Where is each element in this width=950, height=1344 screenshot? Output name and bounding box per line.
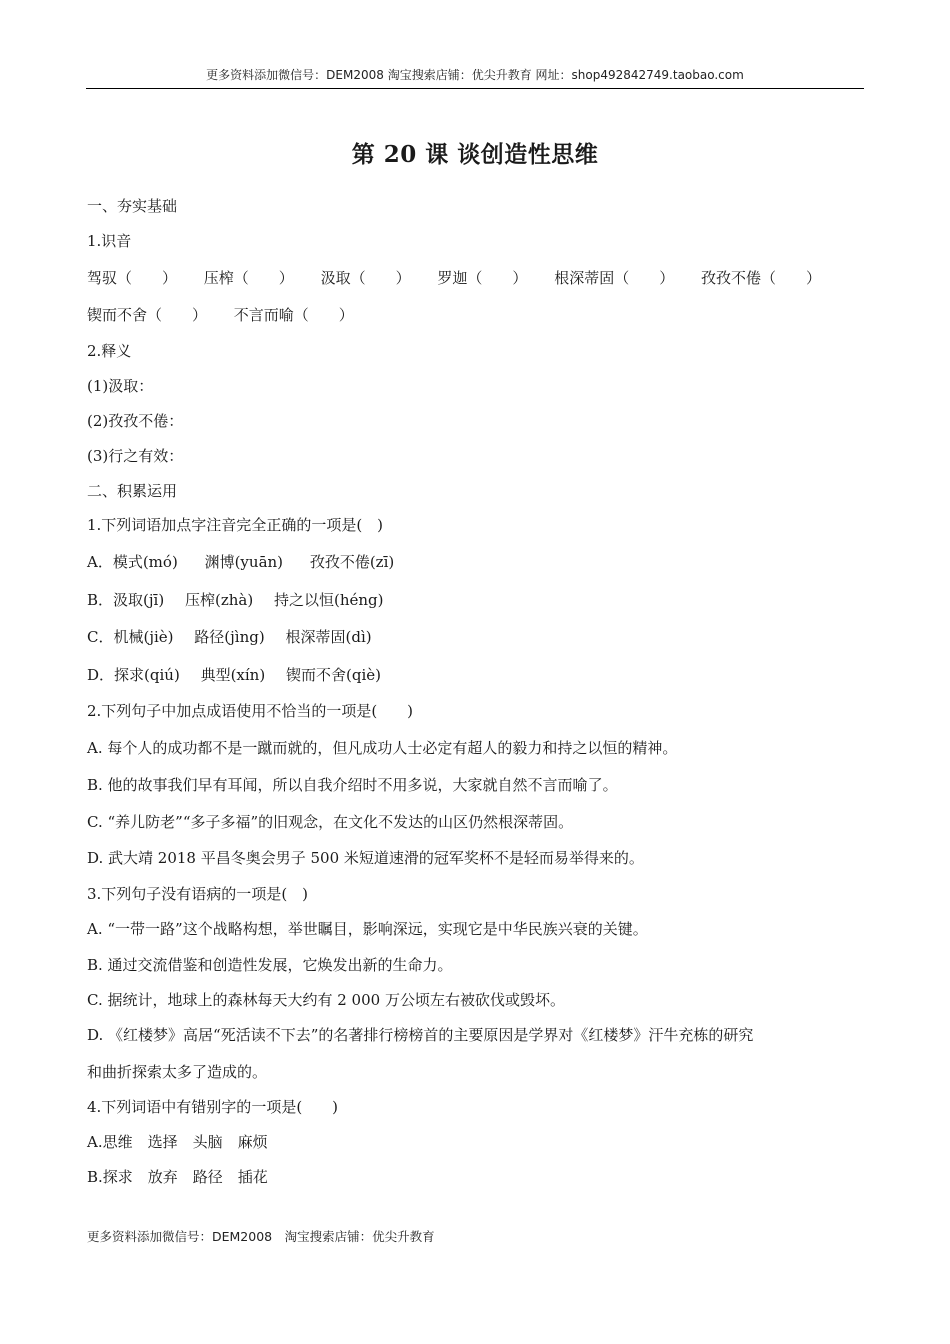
definition-item: (1)汲取： (87, 377, 154, 395)
word-item: 驾驭（ ） (87, 269, 178, 287)
mc2-option-b: B. 他的故事我们早有耳闻，所以自我介绍时不用多说，大家就自然不言而喻了。 (87, 776, 618, 794)
word-item: 汲取（ ） (320, 269, 411, 287)
option-part: D．探求(qiú) (87, 666, 180, 684)
mc3-option-c: C. 据统计，地球上的森林每天大约有 2 000 万公顷左右被砍伐或毁坏。 (87, 991, 565, 1009)
mc1-option-a (87, 551, 394, 573)
option-part: C．机械(jiè) (87, 628, 174, 646)
option-part: 锲而不舍(qiè) (285, 666, 381, 684)
mc3-stem: 3.下列句子没有语病的一项是( ) (87, 885, 309, 903)
option-part: A．模式(mó) (87, 553, 178, 571)
section-heading-2: 二、积累运用 (87, 482, 178, 500)
option-part: 根深蒂固(dì) (285, 628, 372, 646)
mc3-option-d-cont: 和曲折探索太多了造成的。 (87, 1063, 268, 1081)
mc3-option-a: A. “一带一路”这个战略构想，举世瞩目，影响深远，实现它是中华民族兴衰的关键。 (87, 920, 648, 938)
mc3-option-b: B. 通过交流借鉴和创造性发展，它焕发出新的生命力。 (87, 956, 453, 974)
word-item: 锲而不舍（ ） (87, 306, 208, 324)
word-item: 压榨（ ） (203, 269, 294, 287)
page-header: 更多资料添加微信号：DEM2008 淘宝搜索店铺：优尖升教育 网址：shop492842749.taobao.com (86, 66, 864, 89)
option-part: B．汲取(jī) (87, 591, 165, 609)
question-1-title: 1.识音 (87, 232, 132, 250)
mc2-option-d: D. 武大靖 2018 平昌冬奥会男子 500 米短道速滑的冠军奖杯不是轻而易举得来的。 (87, 849, 644, 867)
word-item: 根深蒂固（ ） (554, 269, 675, 287)
option-part: 渊博(yuān) (204, 553, 284, 571)
option-part: 典型(xín) (200, 666, 266, 684)
mc4-option-b: B.探求 放弃 路径 插花 (87, 1168, 268, 1186)
option-part: 路径(jìng) (194, 628, 265, 646)
mc3-option-d: D. 《红楼梦》高居“死活读不下去”的名著排行榜榜首的主要原因是学界对《红楼梦》汗牛充栋的研究 (87, 1026, 754, 1044)
word-item: 不言而喻（ ） (233, 306, 354, 324)
pronunciation-row-2 (87, 304, 354, 326)
pronunciation-row-1 (87, 267, 821, 289)
mc1-option-d (87, 664, 381, 686)
definition-item: (2)孜孜不倦： (87, 412, 184, 430)
mc4-option-a: A.思维 选择 头脑 麻烦 (87, 1133, 268, 1151)
word-item: 孜孜不倦（ ） (700, 269, 821, 287)
mc2-option-c: C. “养儿防老”“多子多福”的旧观念，在文化不发达的山区仍然根深蒂固。 (87, 813, 574, 831)
definition-item: (3)行之有效： (87, 447, 184, 465)
mc2-stem: 2.下列句子中加点成语使用不恰当的一项是( ) (87, 702, 414, 720)
mc1-option-c (87, 626, 372, 648)
page-footer: 更多资料添加微信号：DEM2008 淘宝搜索店铺：优尖升教育 (87, 1229, 435, 1244)
mc2-option-a: A. 每个人的成功都不是一蹴而就的，但凡成功人士必定有超人的毅力和持之以恒的精神。 (87, 739, 678, 757)
option-part: 持之以恒(héng) (273, 591, 384, 609)
option-part: 压榨(zhà) (184, 591, 254, 609)
question-2-title: 2.释义 (87, 342, 132, 360)
option-part: 孜孜不倦(zī) (309, 553, 395, 571)
mc1-stem: 1.下列词语加点字注音完全正确的一项是( ) (87, 516, 384, 534)
mc1-option-b (87, 589, 383, 611)
word-item: 罗迦（ ） (437, 269, 528, 287)
page-title: 第 20 课 谈创造性思维 (351, 141, 599, 168)
mc4-stem: 4.下列词语中有错别字的一项是( ) (87, 1098, 339, 1116)
section-heading-1: 一、夯实基础 (87, 197, 178, 215)
